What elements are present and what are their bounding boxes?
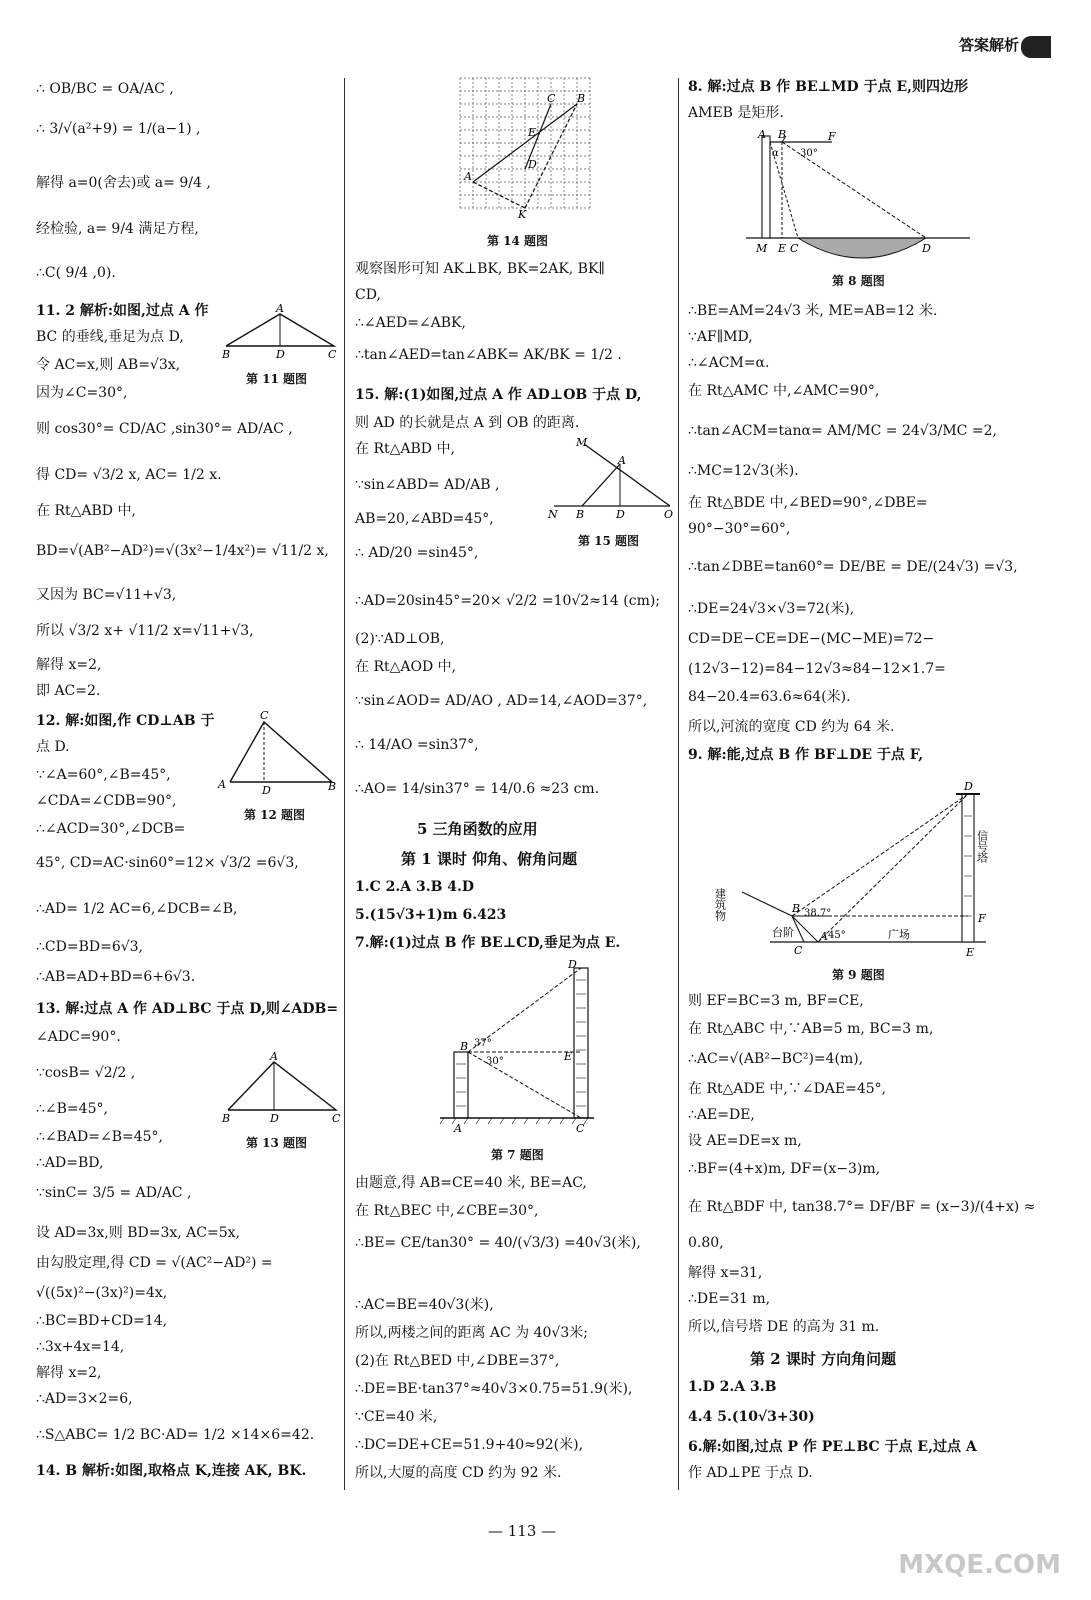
figure-11 [222,300,338,364]
text-line: 即 AC=2. [36,683,101,699]
text-line: ∴∠AED=∠ABK, [355,315,466,331]
text-line: ∴AE=DE, [688,1107,755,1123]
text-line: ∴AB=AD+BD=6+6√3. [36,969,196,985]
svg-text:A: A [270,1050,278,1063]
svg-text:A: A [218,778,226,791]
text-line: ∵CE=40 米, [355,1409,438,1425]
text-line: (2)在 Rt△BED 中,∠DBE=37°, [355,1353,560,1369]
caption-figure-7: 第 7 题图 [491,1148,544,1162]
svg-text:C: C [790,242,799,255]
svg-text:C: C [328,348,337,361]
text-line: 在 Rt△AMC 中,∠AMC=90°, [688,383,880,399]
text-line: ∴BE=AM=24√3 米, ME=AB=12 米. [688,303,938,319]
text-line: 由题意,得 AB=CE=40 米, BE=AC, [355,1175,587,1191]
figure-13 [220,1050,344,1126]
svg-text:D: D [262,784,271,797]
text-line: 9. 解:能,过点 B 作 BF⊥DE 于点 F, [688,747,924,763]
svg-text:A: A [618,454,626,467]
text-line: ∴∠B=45°, [36,1101,108,1117]
svg-text:B: B [460,1040,469,1053]
text-line: 14. B 解析:如图,取格点 K,连接 AK, BK. [36,1463,307,1479]
section-title: 5 三角函数的应用 [417,820,538,838]
svg-text:C: C [547,92,556,105]
svg-text:A: A [276,302,284,315]
column-divider [678,78,679,1490]
text-line: 在 Rt△BDF 中, tan38.7°= DF/BF = (x−3)/(4+x) ≈ [688,1199,1036,1215]
svg-text:B: B [222,1112,231,1125]
svg-text:O: O [664,508,674,521]
svg-text:K: K [518,208,527,221]
text-line: 1.D 2.A 3.B [688,1379,777,1395]
text-line: ∠ADC=90°. [36,1029,121,1045]
text-line: 在 Rt△AOD 中, [355,659,457,675]
text-line: 45°, CD=AC·sin60°=12× √3/2 =6√3, [36,855,299,871]
text-line: 在 Rt△ABD 中, [36,503,136,519]
text-line: 在 Rt△BEC 中,∠CBE=30°, [355,1203,539,1219]
svg-text:C: C [794,944,803,957]
header-tab-marker [1021,36,1051,58]
svg-text:B: B [328,780,337,793]
text-line: ∴AD=BD, [36,1155,104,1171]
figure-7 [436,960,596,1136]
text-line: 所以,信号塔 DE 的高为 31 m. [688,1319,880,1335]
text-line: 由勾股定理,得 CD = √(AC²−AD²) = [36,1255,273,1271]
text-line: 解得 a=0(舍去)或 a= 9/4 , [36,175,211,191]
square-label: 广场 [888,928,910,941]
text-line: √((5x)²−(3x)²)=4x, [36,1285,168,1301]
text-line: ∴MC=12√3(米). [688,463,799,479]
text-line: ∵∠A=60°,∠B=45°, [36,767,171,783]
svg-text:B: B [576,508,585,521]
text-line: ∴CD=BD=6√3, [36,939,144,955]
svg-text:E: E [778,242,787,255]
watermark-logo: MXQE.COM [898,1550,1061,1580]
text-line: 5.(15√3+1)m 6.423 [355,907,507,923]
text-line: 作 AD⊥PE 于点 D. [688,1465,813,1481]
svg-text:C: C [332,1112,341,1125]
svg-text:α: α [772,148,779,159]
figure-9 [713,776,990,960]
text-line: 90°−30°=60°, [688,521,791,537]
steps-label: 台阶 [772,926,794,939]
text-line: ∴ 14/AO =sin37°, [355,737,479,753]
text-line: ∴DE=24√3×√3=72(米), [688,601,855,617]
svg-text:E: E [564,1050,573,1063]
svg-text:A: A [464,170,472,183]
text-line: 所以,河流的宽度 CD 约为 64 米. [688,719,895,735]
text-line: ∴tan∠AED=tan∠ABK= AK/BK = 1/2 . [355,347,622,363]
svg-text:C: C [576,1122,585,1135]
text-line: ∴tan∠ACM=tanα= AM/MC = 24√3/MC =2, [688,423,997,439]
text-line: 84−20.4=63.6≈64(米). [688,689,851,705]
text-line: ∴C( 9/4 ,0). [36,265,116,281]
figure-15 [546,434,676,524]
svg-text:C: C [260,709,269,722]
svg-text:A: A [454,1122,462,1135]
text-line: 则 cos30°= CD/AC ,sin30°= AD/AC , [36,421,293,437]
header-title: 答案解析 [958,36,1019,54]
text-line: 在 Rt△BDE 中,∠BED=90°,∠DBE= [688,495,928,511]
angle-label: 38.7° [804,908,832,919]
text-line: 设 AE=DE=x m, [688,1133,802,1149]
text-line: ∵sin∠ABD= AD/AB , [355,477,500,493]
svg-text:M: M [756,242,768,255]
text-line: 6.解:如图,过点 P 作 PE⊥BC 于点 E,过点 A [688,1439,977,1455]
text-line: 11. 2 解析:如图,过点 A 作 [36,303,209,319]
text-line: 13. 解:过点 A 作 AD⊥BC 于点 D,则∠ADB= [36,1001,339,1017]
caption-figure-8: 第 8 题图 [832,274,885,288]
text-line: 8. 解:过点 B 作 BE⊥MD 于点 E,则四边形 [688,79,968,95]
text-line: ∴AC=√(AB²−BC²)=4(m), [688,1051,864,1067]
svg-text:E: E [528,126,537,139]
text-line: 7.解:(1)过点 B 作 BE⊥CD,垂足为点 E. [355,935,621,951]
caption-figure-9: 第 9 题图 [832,968,885,982]
text-line: BC 的垂线,垂足为点 D, [36,329,184,345]
text-line: CD, [355,287,381,303]
text-line: (2)∵AD⊥OB, [355,631,445,647]
text-line: ∴ AD/20 =sin45°, [355,545,479,561]
figure-8 [742,128,972,254]
text-line: 1.C 2.A 3.B 4.D [355,879,475,895]
text-line: 所以,大厦的高度 CD 约为 92 米. [355,1465,562,1481]
text-line: 所以 √3/2 x+ √11/2 x=√11+√3, [36,623,254,639]
text-line: AB=20,∠ABD=45°, [355,511,494,527]
text-line: 又因为 BC=√11+√3, [36,587,177,603]
text-line: 经检验, a= 9/4 满足方程, [36,221,199,237]
text-line: ∴BE= CE/tan30° = 40/(√3/3) =40√3(米), [355,1235,641,1251]
text-line: ∠CDA=∠CDB=90°, [36,793,177,809]
text-line: 在 Rt△ADE 中,∵∠DAE=45°, [688,1081,887,1097]
text-line: 0.80, [688,1235,724,1251]
text-line: 点 D. [36,739,70,755]
text-line: ∵AF∥MD, [688,329,753,345]
text-line: ∴AO= 14/sin37° = 14/0.6 ≈23 cm. [355,781,600,797]
text-line: 在 Rt△ABD 中, [355,441,455,457]
caption-figure-11: 第 11 题图 [246,372,308,386]
angle-label: 37° [474,1038,492,1049]
svg-text:B: B [792,902,801,915]
text-line: 15. 解:(1)如图,过点 A 作 AD⊥OB 于点 D, [355,387,642,403]
angle-label: 30° [486,1056,504,1067]
text-line: ∴S△ABC= 1/2 BC·AD= 1/2 ×14×6=42. [36,1427,315,1443]
svg-text:D: D [568,958,577,971]
svg-text:A: A [758,128,766,141]
caption-figure-13: 第 13 题图 [246,1136,308,1150]
text-line: 则 EF=BC=3 m, BF=CE, [688,993,864,1009]
svg-text:B: B [222,348,231,361]
svg-text:D: D [922,242,931,255]
svg-text:N: N [548,508,558,521]
svg-text:D: D [276,348,285,361]
tower-label: 信号塔 [975,830,989,863]
svg-text:D: D [964,780,973,793]
lesson-title: 第 1 课时 仰角、俯角问题 [401,850,578,868]
caption-figure-15: 第 15 题图 [578,534,640,548]
text-line: ∴ OB/BC = OA/AC , [36,81,174,97]
text-line: ∴3x+4x=14, [36,1339,125,1355]
text-line: ∴AD=20sin45°=20× √2/2 =10√2≈14 (cm); [355,593,661,609]
text-line: 解得 x=2, [36,1365,102,1381]
text-line: ∴∠BAD=∠B=45°, [36,1129,164,1145]
column-divider [344,78,345,1490]
text-line: ∴AD=3×2=6, [36,1391,133,1407]
text-line: ∵sin∠AOD= AD/AO , AD=14,∠AOD=37°, [355,693,648,709]
text-line: 则 AD 的长就是点 A 到 OB 的距离. [355,415,580,431]
text-line: ∴AD= 1/2 AC=6,∠DCB=∠B, [36,901,238,917]
svg-text:D: D [616,508,625,521]
text-line: ∴DE=31 m, [688,1291,771,1307]
text-line: 解得 x=2, [36,657,102,673]
svg-text:B: B [778,128,787,141]
text-line: ∴BF=(4+x)m, DF=(x−3)m, [688,1161,881,1177]
text-line: ∴BC=BD+CD=14, [36,1313,168,1329]
svg-text:D: D [270,1112,279,1125]
text-line: ∴ 3/√(a²+9) = 1/(a−1) , [36,121,201,137]
building-label: 建筑物 [713,888,727,921]
text-line: 在 Rt△ABC 中,∵AB=5 m, BC=3 m, [688,1021,934,1037]
text-line: ∴∠ACM=α. [688,355,770,371]
text-line: ∴DE=BE·tan37°≈40√3×0.75=51.9(米), [355,1381,633,1397]
caption-figure-12: 第 12 题图 [244,808,306,822]
text-line: 得 CD= √3/2 x, AC= 1/2 x. [36,467,222,483]
svg-text:M: M [576,436,588,449]
svg-text:D: D [528,158,537,171]
text-line: 观察图形可知 AK⊥BK, BK=2AK, BK∥ [355,261,605,277]
text-line: 所以,两楼之间的距离 AC 为 40√3米; [355,1325,588,1341]
svg-text:B: B [577,92,586,105]
lesson-title: 第 2 课时 方向角问题 [750,1350,897,1368]
text-line: ∴DC=DE+CE=51.9+40≈92(米), [355,1437,584,1453]
svg-text:F: F [978,912,986,925]
text-line: ∴AC=BE=40√3(米), [355,1297,494,1313]
svg-text:A: A [820,930,828,943]
text-line: ∴tan∠DBE=tan60°= DE/BE = DE/(24√3) =√3, [688,559,1018,575]
text-line: (12√3−12)=84−12√3≈84−12×1.7= [688,661,946,677]
figure-12 [216,708,340,798]
text-line: CD=DE−CE=DE−(MC−ME)=72− [688,631,935,647]
page-number: — 113 — [488,1522,557,1540]
angle-label: 45° [828,930,846,941]
text-line: ∴∠ACD=30°,∠DCB= [36,821,186,837]
text-line: 4.4 5.(10√3+30) [688,1409,815,1425]
text-line: ∵sinC= 3/5 = AD/AC , [36,1185,192,1201]
svg-text:E: E [966,946,975,959]
text-line: 因为∠C=30°, [36,385,128,401]
text-line: 设 AD=3x,则 BD=3x, AC=5x, [36,1225,240,1241]
text-line: 令 AC=x,则 AB=√3x, [36,357,181,373]
text-line: ∵cosB= √2/2 , [36,1065,136,1081]
figure-14-grid [458,76,592,221]
text-line: AMEB 是矩形. [688,105,784,121]
text-line: BD=√(AB²−AD²)=√(3x²−1/4x²)= √11/2 x, [36,543,329,559]
angle-label: 30° [800,148,818,159]
text-line: 解得 x=31, [688,1265,763,1281]
text-line: 12. 解:如图,作 CD⊥AB 于 [36,713,215,729]
caption-figure-14: 第 14 题图 [487,234,549,248]
svg-text:F: F [828,130,836,143]
